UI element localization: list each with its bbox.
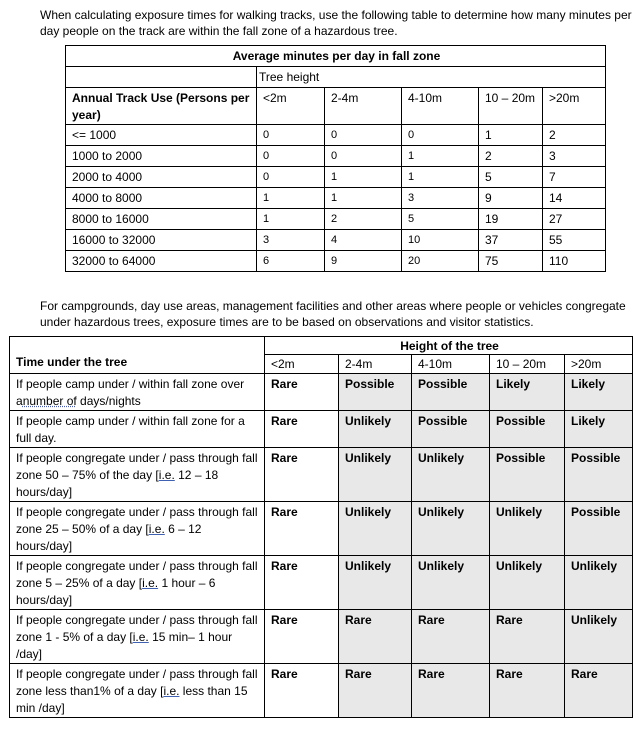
table1-cell: 55 xyxy=(543,230,606,251)
table2-likelihood-cell: Unlikely xyxy=(339,448,412,502)
table1-row xyxy=(66,125,606,146)
table1-cell: 1 xyxy=(402,167,479,188)
intro-paragraph-campgrounds: For campgrounds, day use areas, management facilities and other areas where people or vehicles congregate under hazardous trees, exposure times are to be based on observations and visitor statistics. xyxy=(40,299,626,329)
table2-likelihood-cell: Rare xyxy=(412,664,490,718)
table1-row xyxy=(66,209,606,230)
table1-row-label: 32000 to 64000 xyxy=(66,251,257,272)
table1-cell: 20 xyxy=(402,251,479,272)
table1-row-label: 1000 to 2000 xyxy=(66,146,257,167)
table1-cell: 0 xyxy=(257,167,325,188)
table2-likelihood-cell: Likely xyxy=(565,374,633,411)
table1-cell: 14 xyxy=(543,188,606,209)
table1-cell: 0 xyxy=(257,125,325,146)
table1-empty-corner xyxy=(66,67,257,88)
table1-row-label: 16000 to 32000 xyxy=(66,230,257,251)
table1-cell: 1 xyxy=(479,125,543,146)
table1-row-label: 2000 to 4000 xyxy=(66,167,257,188)
table2-col-header: 10 – 20m xyxy=(490,355,565,374)
table2-likelihood-cell: Rare xyxy=(490,664,565,718)
table2-row xyxy=(10,374,633,411)
table2-row-label xyxy=(10,610,265,664)
table2-likelihood-cell: Likely xyxy=(490,374,565,411)
table1-cell: 9 xyxy=(325,251,402,272)
table1-row xyxy=(66,167,606,188)
table1-cell: 2 xyxy=(543,125,606,146)
table2-row-label xyxy=(10,556,265,610)
row-label-text: 6 – 12 hours/day] xyxy=(16,522,202,553)
table2-likelihood-cell: Unlikely xyxy=(412,448,490,502)
table2-row xyxy=(10,411,633,448)
table2-likelihood-cell: Rare xyxy=(265,610,339,664)
table1-cell: 7 xyxy=(543,167,606,188)
table2-likelihood-cell: Unlikely xyxy=(339,411,412,448)
row-label-marked-text: i.e. xyxy=(158,468,175,482)
table2-row xyxy=(10,556,633,610)
table1-cell: 1 xyxy=(257,209,325,230)
table1-cell: 5 xyxy=(479,167,543,188)
table2-likelihood-cell: Rare xyxy=(265,411,339,448)
table1-cell: 10 xyxy=(402,230,479,251)
row-label-text: If people congregate under / pass through fall zone 5 – 25% of a day [ xyxy=(16,559,258,590)
table1-col-header: 10 – 20m xyxy=(479,88,543,125)
row-label-text: If people congregate under / pass through fall zone 50 – 75% of the day [ xyxy=(16,451,258,482)
table1-cell: 2 xyxy=(479,146,543,167)
table1-cell: 5 xyxy=(402,209,479,230)
row-label-marked-text: i.e. xyxy=(142,576,159,590)
table1-row-label: 8000 to 16000 xyxy=(66,209,257,230)
table2-row xyxy=(10,448,633,502)
row-label-text: days/nights xyxy=(76,394,141,408)
row-label-text: less than 15 min /day] xyxy=(16,684,248,715)
row-label-marked-text: i.e. xyxy=(132,630,149,644)
row-label-marked-text: i.e. xyxy=(148,522,165,536)
table2-likelihood-cell: Possible xyxy=(565,502,633,556)
table2-likelihood-cell: Rare xyxy=(490,610,565,664)
row-label-text: 1 hour – 6 hours/day] xyxy=(16,576,216,607)
table1-cell: 1 xyxy=(257,188,325,209)
table1-cell: 0 xyxy=(325,125,402,146)
row-label-text: If people camp under / within fall zone over a xyxy=(16,377,245,408)
table2-title: Height of the tree xyxy=(265,337,633,355)
table1-cell: 75 xyxy=(479,251,543,272)
table2-likelihood-cell: Unlikely xyxy=(565,556,633,610)
table2-likelihood-cell: Rare xyxy=(265,556,339,610)
table2-likelihood-cell: Rare xyxy=(265,448,339,502)
table2-likelihood-cell: Unlikely xyxy=(412,556,490,610)
table2-likelihood-cell: Unlikely xyxy=(339,556,412,610)
fall-zone-minutes-table xyxy=(65,45,606,272)
intro-paragraph-walking-tracks: When calculating exposure times for walking tracks, use the following table to determine how many minutes per day people on the track are within the fall zone of a hazardous tree. xyxy=(40,8,632,38)
table1-row xyxy=(66,251,606,272)
table2-likelihood-cell: Rare xyxy=(565,664,633,718)
table2-likelihood-cell: Rare xyxy=(339,664,412,718)
table2-likelihood-cell: Rare xyxy=(339,610,412,664)
table1-cell: 1 xyxy=(325,167,402,188)
table2-col-header: >20m xyxy=(565,355,633,374)
table1-col-header: 2-4m xyxy=(325,88,402,125)
table1-cell: 3 xyxy=(402,188,479,209)
table2-likelihood-cell: Possible xyxy=(490,411,565,448)
table1-cell: 0 xyxy=(257,146,325,167)
table2-likelihood-cell: Unlikely xyxy=(339,502,412,556)
exposure-likelihood-table xyxy=(9,336,633,718)
table2-likelihood-cell: Unlikely xyxy=(565,610,633,664)
table1-cell: 0 xyxy=(325,146,402,167)
table1-title: Average minutes per day in fall zone xyxy=(66,46,606,67)
table1-row xyxy=(66,188,606,209)
table2-row-header: Time under the tree xyxy=(10,337,265,374)
table2-likelihood-cell: Possible xyxy=(490,448,565,502)
table1-cell: 2 xyxy=(325,209,402,230)
table1-col-header: >20m xyxy=(543,88,606,125)
row-label-text: If people congregate under / pass through fall zone 1 - 5% of a day [ xyxy=(16,613,258,644)
table1-col-header: 4-10m xyxy=(402,88,479,125)
table2-likelihood-cell: Likely xyxy=(565,411,633,448)
table2-row xyxy=(10,502,633,556)
table2-likelihood-cell: Rare xyxy=(265,664,339,718)
table1-cell: 19 xyxy=(479,209,543,230)
table2-likelihood-cell: Unlikely xyxy=(412,502,490,556)
table1-row xyxy=(66,230,606,251)
row-label-marked-text: i.e. xyxy=(163,684,180,698)
table2-likelihood-cell: Possible xyxy=(565,448,633,502)
table2-row-label: If people camp under / within fall zone for a full day. xyxy=(10,411,265,448)
table1-cell: 0 xyxy=(402,125,479,146)
table1-cell: 1 xyxy=(325,188,402,209)
row-label-text: 15 min– 1 hour /day] xyxy=(16,630,233,661)
table2-likelihood-cell: Unlikely xyxy=(490,502,565,556)
table1-tree-height-label: Tree height xyxy=(257,67,606,88)
table2-col-header: 2-4m xyxy=(339,355,412,374)
table2-col-header: <2m xyxy=(265,355,339,374)
table2-likelihood-cell: Possible xyxy=(412,374,490,411)
table1-col-header: <2m xyxy=(257,88,325,125)
table2-row xyxy=(10,664,633,718)
row-label-text: 12 – 18 hours/day] xyxy=(16,468,219,499)
row-label-text: If people congregate under / pass through fall zone 25 – 50% of a day [ xyxy=(16,505,258,536)
table1-cell: 6 xyxy=(257,251,325,272)
table2-row-label xyxy=(10,448,265,502)
table2-col-header: 4-10m xyxy=(412,355,490,374)
table2-row-label xyxy=(10,664,265,718)
table1-cell: 3 xyxy=(257,230,325,251)
table1-row-header: Annual Track Use (Persons per year) xyxy=(66,88,257,125)
table1-cell: 9 xyxy=(479,188,543,209)
row-label-marked-text: number of xyxy=(22,394,77,408)
table2-likelihood-cell: Rare xyxy=(265,502,339,556)
row-label-text: If people congregate under / pass through fall zone less than1% of a day [ xyxy=(16,667,258,698)
table1-cell: 3 xyxy=(543,146,606,167)
table1-row-label: <= 1000 xyxy=(66,125,257,146)
table2-row xyxy=(10,610,633,664)
table2-likelihood-cell: Unlikely xyxy=(490,556,565,610)
table2-likelihood-cell: Possible xyxy=(412,411,490,448)
table2-row-label xyxy=(10,374,265,411)
table1-cell: 37 xyxy=(479,230,543,251)
table1-cell: 27 xyxy=(543,209,606,230)
table1-row-label: 4000 to 8000 xyxy=(66,188,257,209)
table1-cell: 110 xyxy=(543,251,606,272)
table1-cell: 1 xyxy=(402,146,479,167)
table2-likelihood-cell: Rare xyxy=(412,610,490,664)
table2-row-label xyxy=(10,502,265,556)
table2-likelihood-cell: Possible xyxy=(339,374,412,411)
table1-row xyxy=(66,146,606,167)
table2-likelihood-cell: Rare xyxy=(265,374,339,411)
table1-cell: 4 xyxy=(325,230,402,251)
